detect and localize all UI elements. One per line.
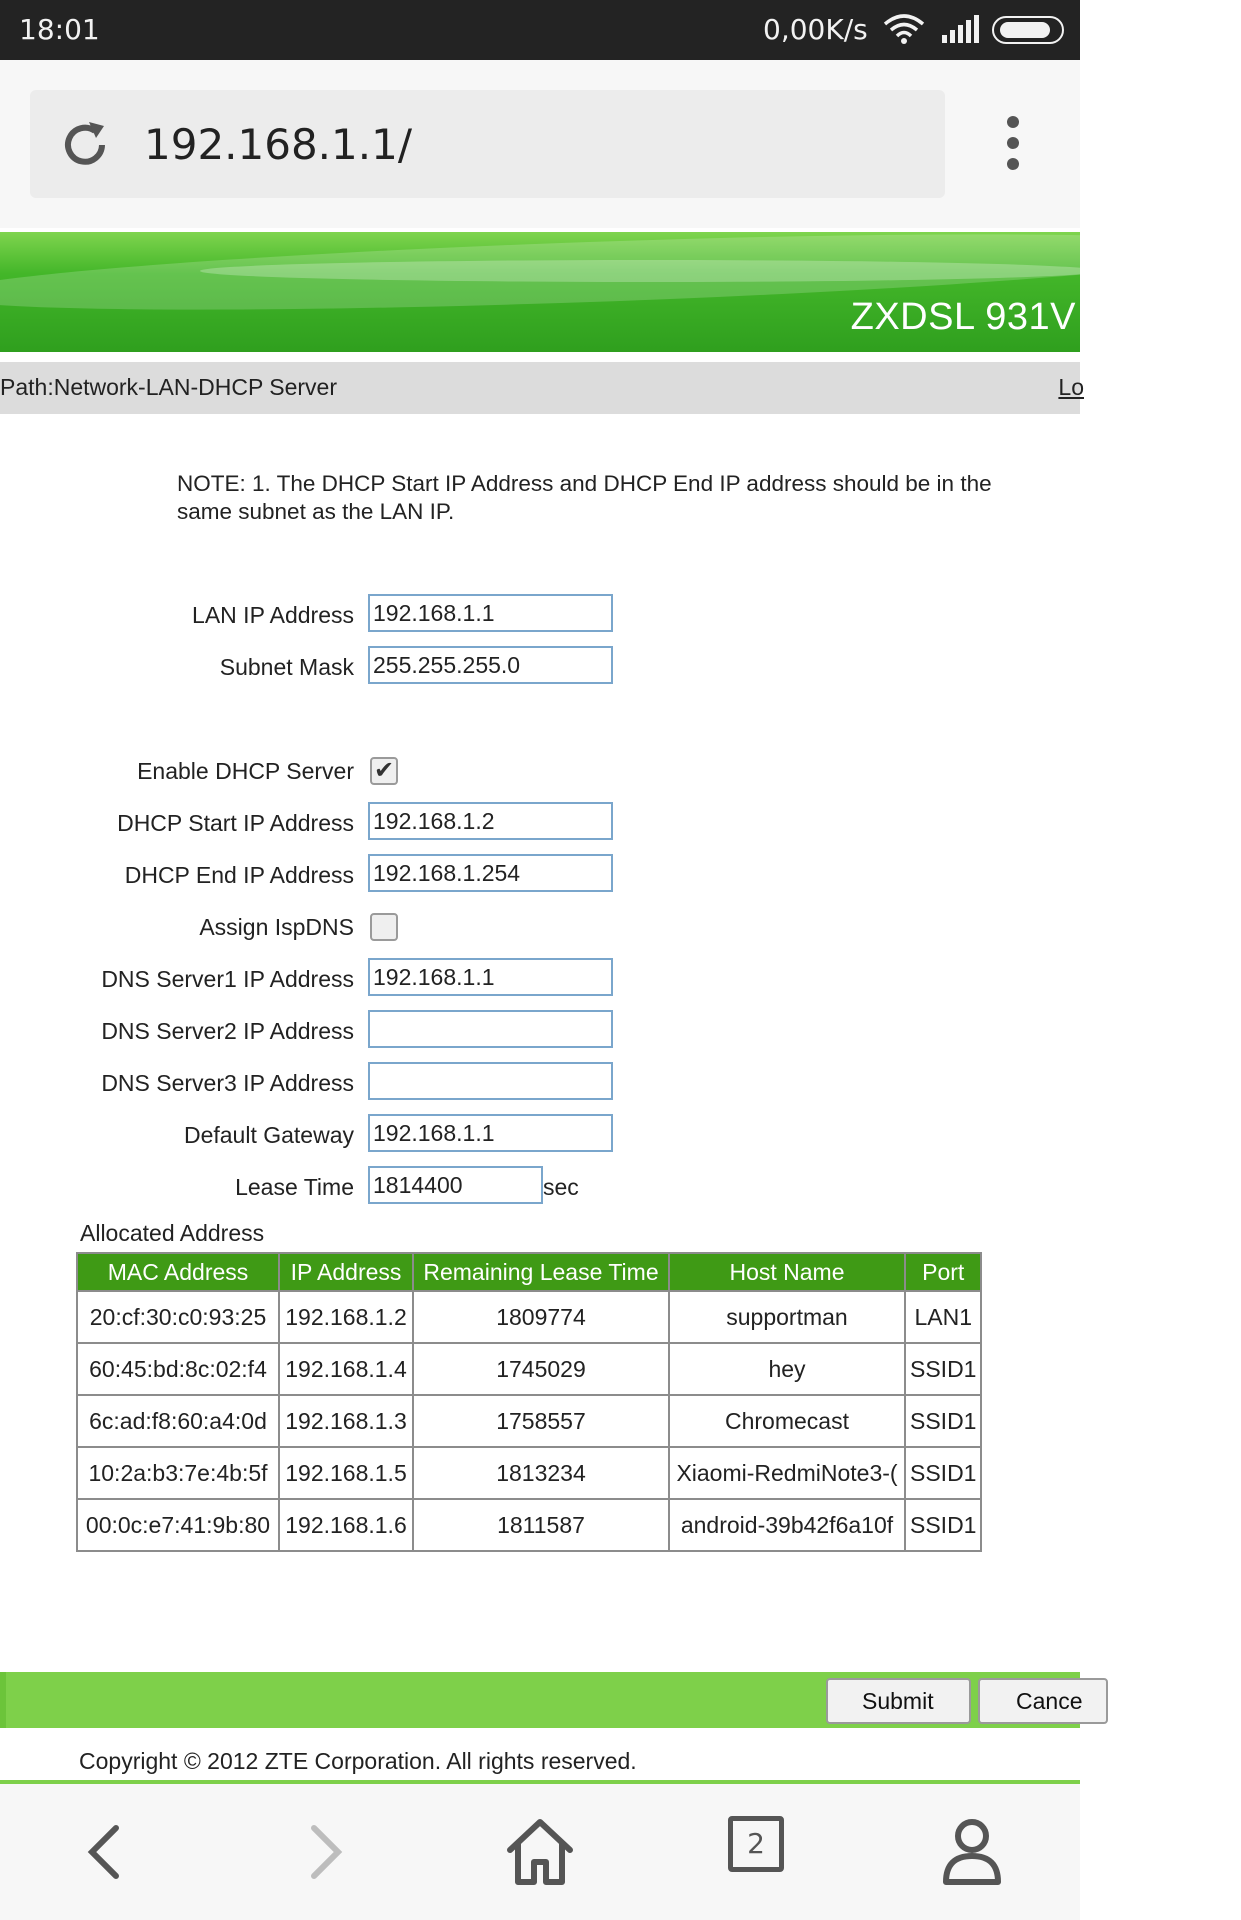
cell-host: android-39b42f6a10f [669, 1499, 905, 1551]
browser-toolbar [0, 60, 1080, 228]
cell-port: SSID1 [905, 1343, 981, 1395]
cell-mac: 60:45:bd:8c:02:f4 [77, 1343, 279, 1395]
cell-port: SSID1 [905, 1395, 981, 1447]
cell-host: hey [669, 1343, 905, 1395]
forward-icon[interactable] [284, 1812, 364, 1892]
col-mac-address: MAC Address [77, 1253, 279, 1291]
table-row [77, 1291, 981, 1343]
lan-ip-label: LAN IP Address [192, 602, 354, 628]
dhcp-end-input[interactable] [368, 854, 613, 892]
lease-time-unit: sec [543, 1174, 579, 1200]
product-name: ZXDSL 931V [850, 296, 1076, 338]
cell-host: Xiaomi-RedmiNote3-( [669, 1447, 905, 1499]
signal-icon [940, 15, 980, 43]
allocated-address-title: Allocated Address [80, 1220, 265, 1246]
cell-ip: 192.168.1.6 [279, 1499, 413, 1551]
breadcrumb [0, 362, 1084, 414]
dns3-input[interactable] [368, 1062, 613, 1100]
dhcp-start-label: DHCP Start IP Address [117, 810, 354, 836]
subnet-mask-label: Subnet Mask [219, 654, 354, 680]
reload-icon[interactable] [58, 118, 112, 172]
cell-port: LAN1 [905, 1291, 981, 1343]
table-row [77, 1343, 981, 1395]
cell-ip: 192.168.1.4 [279, 1343, 413, 1395]
dns2-label: DNS Server2 IP Address [101, 1018, 354, 1044]
cell-lease: 1811587 [413, 1499, 669, 1551]
logout-link[interactable]: Lo [1058, 374, 1084, 400]
overflow-menu-icon[interactable] [1000, 116, 1026, 172]
cell-mac: 20:cf:30:c0:93:25 [77, 1291, 279, 1343]
back-icon[interactable] [66, 1812, 146, 1892]
dhcp-start-input[interactable] [368, 802, 613, 840]
copyright-text: Copyright © 2012 ZTE Corporation. All rights reserved. [79, 1748, 637, 1774]
cell-lease: 1809774 [413, 1291, 669, 1343]
dns1-label: DNS Server1 IP Address [101, 966, 354, 992]
cancel-button[interactable]: Cance [978, 1678, 1108, 1724]
col-host-name: Host Name [669, 1253, 905, 1291]
url-text[interactable]: 192.168.1.1/ [144, 120, 412, 169]
network-speed: 0,00K/s [763, 13, 868, 46]
cell-ip: 192.168.1.2 [279, 1291, 413, 1343]
browser-nav-bar [0, 1784, 1080, 1920]
dns2-input[interactable] [368, 1010, 613, 1048]
status-time: 18:01 [19, 13, 100, 46]
cell-ip: 192.168.1.3 [279, 1395, 413, 1447]
cell-lease: 1745029 [413, 1343, 669, 1395]
table-row [77, 1499, 981, 1551]
cell-lease: 1813234 [413, 1447, 669, 1499]
cell-mac: 00:0c:e7:41:9b:80 [77, 1499, 279, 1551]
default-gateway-input[interactable] [368, 1114, 613, 1152]
enable-dhcp-label: Enable DHCP Server [137, 758, 354, 784]
home-icon[interactable] [500, 1812, 580, 1892]
col-remaining-lease: Remaining Lease Time [413, 1253, 669, 1291]
table-header-row [77, 1253, 981, 1291]
allocated-address-table [76, 1252, 982, 1552]
dhcp-note: NOTE: 1. The DHCP Start IP Address and DHCP End IP address should be in the same subnet as the LAN IP. [177, 471, 992, 524]
breadcrumb-path: Path:Network-LAN-DHCP Server [0, 374, 338, 400]
cell-host: Chromecast [669, 1395, 905, 1447]
assign-isp-dns-label: Assign IspDNS [199, 914, 354, 940]
table-row [77, 1395, 981, 1447]
battery-icon [992, 16, 1064, 44]
cell-mac: 10:2a:b3:7e:4b:5f [77, 1447, 279, 1499]
cell-port: SSID1 [905, 1499, 981, 1551]
status-bar [0, 0, 1080, 60]
col-port: Port [905, 1253, 981, 1291]
enable-dhcp-checkbox[interactable]: ✔ [370, 757, 398, 785]
default-gateway-label: Default Gateway [183, 1122, 354, 1148]
lan-ip-input[interactable] [368, 594, 613, 632]
cell-port: SSID1 [905, 1447, 981, 1499]
lease-time-input[interactable] [368, 1166, 543, 1204]
cell-host: supportman [669, 1291, 905, 1343]
router-header-banner [0, 232, 1080, 352]
lease-time-label: Lease Time [235, 1174, 354, 1200]
cell-ip: 192.168.1.5 [279, 1447, 413, 1499]
cell-lease: 1758557 [413, 1395, 669, 1447]
address-bar[interactable] [30, 90, 945, 198]
dns3-label: DNS Server3 IP Address [101, 1070, 354, 1096]
dhcp-end-label: DHCP End IP Address [124, 862, 354, 888]
subnet-mask-input[interactable] [368, 646, 613, 684]
profile-icon[interactable] [932, 1812, 1012, 1892]
col-ip-address: IP Address [279, 1253, 413, 1291]
cell-mac: 6c:ad:f8:60:a4:0d [77, 1395, 279, 1447]
assign-isp-dns-checkbox[interactable] [370, 913, 398, 941]
table-row [77, 1447, 981, 1499]
wifi-icon [883, 14, 925, 44]
tabs-button[interactable]: 2 [728, 1816, 784, 1872]
submit-button[interactable]: Submit [826, 1678, 971, 1724]
dns1-input[interactable] [368, 958, 613, 996]
